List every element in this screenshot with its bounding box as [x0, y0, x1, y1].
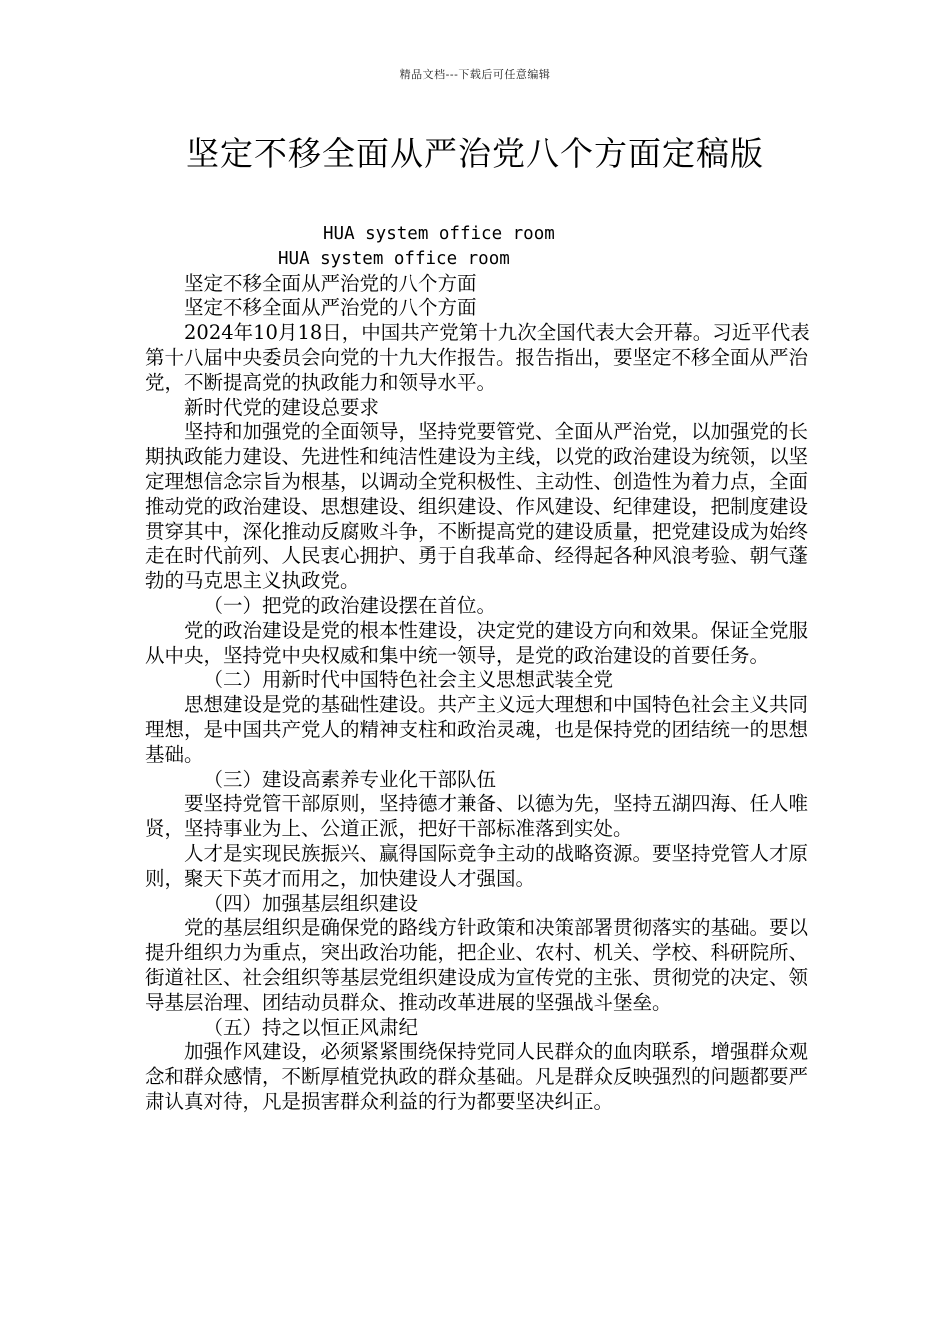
section-heading: （四）加强基层组织建设	[203, 891, 419, 915]
section-heading: 新时代党的建设总要求	[184, 395, 380, 419]
paragraph: 人才是实现民族振兴、赢得国际竞争主动的战略资源。要坚持党管人才原则，聚天下英才而用之，加快建设人才强国。	[145, 841, 809, 890]
section-heading: （二）用新时代中国特色社会主义思想武装全党	[203, 668, 614, 692]
paragraph: 加强作风建设，必须紧紧围绕保持党同人民群众的血肉联系，增强群众观念和群众感情，不断厚植党执政的群众基础。凡是群众反映强烈的问题都要严肃认真对待，凡是损害群众利益的行为都要坚决纠正。	[145, 1040, 809, 1113]
document-body	[145, 222, 825, 1115]
paragraph: 坚定不移全面从严治党的八个方面	[184, 271, 477, 295]
document-title: 坚定不移全面从严治党八个方面定稿版	[186, 134, 764, 173]
section-heading: （五）持之以恒正风肃纪	[203, 1015, 419, 1039]
org-line-1: HUA system office room	[323, 224, 555, 244]
paragraph: 坚定不移全面从严治党的八个方面	[184, 296, 477, 320]
section-heading: （一）把党的政治建设摆在首位。	[203, 593, 497, 617]
paragraph: 思想建设是党的基础性建设。共产主义远大理想和中国特色社会主义共同理想，是中国共产党人的精神支柱和政治灵魂，也是保持党的团结统一的思想基础。	[145, 693, 809, 766]
org-line-2: HUA system office room	[278, 248, 510, 269]
paragraph: 党的政治建设是党的根本性建设，决定党的建设方向和效果。保证全党服从中央，坚持党中央权威和集中统一领导，是党的政治建设的首要任务。	[145, 618, 809, 667]
paragraph: 党的基层组织是确保党的路线方针政策和决策部署贯彻落实的基础。要以提升组织力为重点，突出政治功能，把企业、农村、机关、学校、科研院所、街道社区、社会组织等基层党组织建设成为宣传党的主张、贯彻党的决定、领导基层治理、团结动员群众、推动改革进展的坚强战斗堡垒。	[145, 916, 809, 1014]
paragraph: 要坚持党管干部原则，坚持德才兼备、以德为先，坚持五湖四海、任人唯贤，坚持事业为上、公道正派，把好干部标准落到实处。	[145, 792, 809, 841]
header-note: 精品文档---下载后可任意编辑	[399, 68, 551, 81]
paragraph: 2024年10月18日，中国共产党第十九次全国代表大会开幕。习近平代表第十八届中央委员会向党的十九大作报告。报告指出，要坚定不移全面从严治党，不断提高党的执政能力和领导水平。	[145, 321, 810, 394]
paragraph: 坚持和加强党的全面领导，坚持党要管党、全面从严治党，以加强党的长期执政能力建设、先进性和纯洁性建设为主线，以党的政治建设为统领，以坚定理想信念宗旨为根基，以调动全党积极性、主动性、创造性为着力点，全面推动党的政治建设、思想建设、组织建设、作风建设、纪律建设，把制度建设贯穿其中，深化推动反腐败斗争，不断提高党的建设质量，把党建设成为始终走在时代前列、人民衷心拥护、勇于自我革命、经得起各种风浪考验、朝气蓬勃的马克思主义执政党。	[145, 420, 809, 593]
section-heading: （三）建设高素养专业化干部队伍	[203, 767, 497, 791]
